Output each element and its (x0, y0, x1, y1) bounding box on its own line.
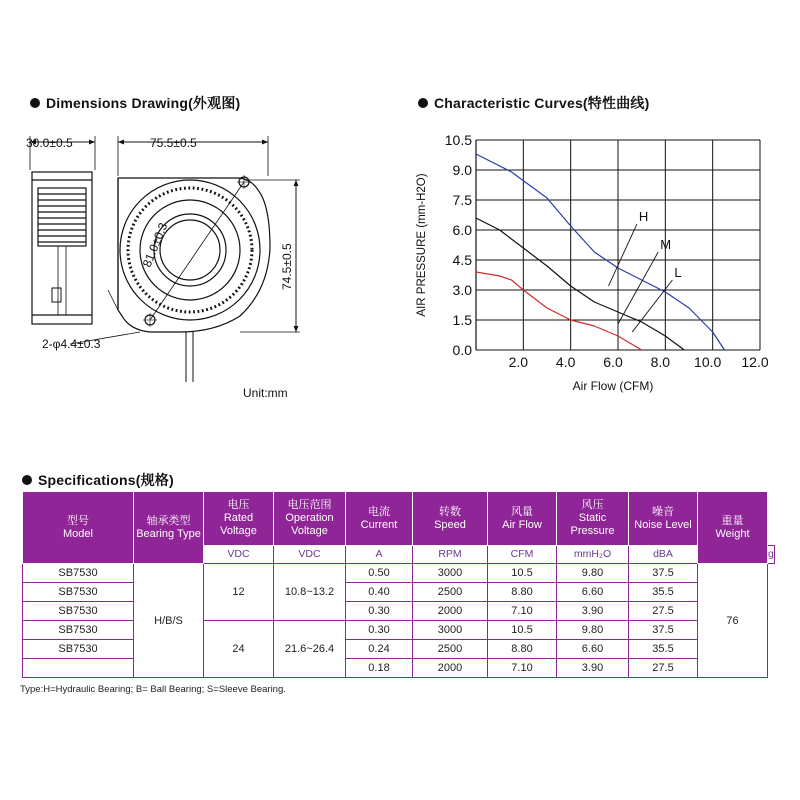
bullet-icon (30, 98, 40, 108)
unit-cell: RPM (413, 546, 488, 564)
y-tick-label: 3.0 (452, 282, 472, 298)
header-operation-voltage: 电压范围 Operation Voltage (274, 492, 346, 546)
air-flow-cell: 7.10 (488, 659, 557, 678)
current-cell: 0.18 (346, 659, 413, 678)
air-flow-cell: 10.5 (488, 621, 557, 640)
unit-cell: g (768, 546, 775, 564)
header-model: 型号 Model (23, 492, 134, 564)
model-cell: SB7530 (23, 640, 134, 659)
y-tick-label: 9.0 (452, 162, 472, 178)
unit-cell: VDC (274, 546, 346, 564)
header-noise-level: 噪音 Noise Level (629, 492, 698, 546)
series-line-H (476, 154, 725, 350)
dim-height-label: 74.5±0.5 (280, 243, 294, 290)
dim-depth-label: 30.0±0.5 (26, 136, 73, 150)
header-static-pressure: 风压 Static Pressure (557, 492, 629, 546)
dim-width-label: 75.5±0.5 (150, 136, 197, 150)
unit-label: Unit:mm (243, 386, 288, 400)
y-tick-label: 7.5 (452, 192, 472, 208)
noise-cell: 35.5 (629, 640, 698, 659)
series-leader-M (618, 252, 658, 324)
current-cell: 0.50 (346, 564, 413, 583)
bullet-icon (22, 475, 32, 485)
series-label-L: L (674, 265, 682, 280)
pressure-cell: 6.60 (557, 640, 629, 659)
model-cell: SB7530 (23, 564, 134, 583)
dimensions-drawing (0, 120, 400, 390)
pressure-cell: 9.80 (557, 621, 629, 640)
x-tick-label: 12.0 (741, 354, 769, 370)
speed-cell: 3000 (413, 564, 488, 583)
series-line-M (476, 218, 684, 350)
bearing-type-footnote: Type:H=Hydraulic Bearing; B= Ball Bearing; S=Sleeve Bearing. (20, 684, 286, 695)
model-cell (23, 659, 134, 678)
air-flow-cell: 8.80 (488, 583, 557, 602)
side-view (30, 136, 95, 324)
characteristic-curves-chart (405, 125, 785, 405)
speed-cell: 2000 (413, 659, 488, 678)
air-flow-cell: 8.80 (488, 640, 557, 659)
model-cell: SB7530 (23, 602, 134, 621)
speed-cell: 2500 (413, 640, 488, 659)
pressure-cell: 3.90 (557, 659, 629, 678)
rated-voltage-cell: 24 (204, 621, 274, 678)
y-axis-title: AIR PRESSURE (mm-H2O) (416, 173, 428, 317)
header-air-flow: 风量 Air Flow (488, 492, 557, 546)
y-tick-label: 6.0 (452, 222, 472, 238)
unit-cell: mmH₂O (557, 546, 629, 564)
y-tick-label: 1.5 (452, 312, 472, 328)
y-tick-label: 4.5 (452, 252, 472, 268)
noise-cell: 27.5 (629, 602, 698, 621)
specs-section-title (22, 470, 174, 490)
pressure-cell: 3.90 (557, 602, 629, 621)
series-label-M: M (660, 237, 672, 252)
curves-title-text: Characteristic Curves(特性曲线) (434, 95, 650, 111)
dim-holes-label: 2-φ4.4±0.3 (42, 337, 101, 351)
model-cell: SB7530 (23, 583, 134, 602)
series-label-H: H (638, 209, 649, 224)
speed-cell: 3000 (413, 621, 488, 640)
front-view (70, 136, 300, 382)
specifications-table (22, 491, 775, 678)
x-tick-label: 8.0 (650, 354, 671, 370)
y-tick-label: 10.5 (444, 132, 472, 148)
specs-title-text: Specifications(规格) (38, 472, 174, 488)
dimensions-title-text: Dimensions Drawing(外观图) (46, 95, 241, 111)
bearing-cell: H/B/S (134, 564, 204, 678)
bullet-icon (418, 98, 428, 108)
operation-voltage-cell: 10.8~13.2 (274, 564, 346, 621)
header-weight: 重量 Weight (698, 492, 768, 564)
dim-diameter-label: 81.0±0.3 (139, 220, 171, 270)
pressure-cell: 9.80 (557, 564, 629, 583)
unit-cell: CFM (488, 546, 557, 564)
speed-cell: 2000 (413, 602, 488, 621)
series-leader-H (609, 224, 637, 286)
air-flow-cell: 10.5 (488, 564, 557, 583)
y-tick-label: 0.0 (452, 342, 472, 358)
operation-voltage-cell: 21.6~26.4 (274, 621, 346, 678)
curves-section-title (418, 93, 649, 113)
rated-voltage-cell: 12 (204, 564, 274, 621)
header-rated-voltage: 电压 Rated Voltage (204, 492, 274, 546)
table-row (23, 564, 775, 583)
pressure-cell: 6.60 (557, 583, 629, 602)
weight-cell: 76 (698, 564, 768, 678)
unit-cell: A (346, 546, 413, 564)
model-cell: SB7530 (23, 621, 134, 640)
x-tick-label: 2.0 (508, 354, 529, 370)
x-tick-label: 6.0 (603, 354, 623, 370)
noise-cell: 35.5 (629, 583, 698, 602)
current-cell: 0.30 (346, 602, 413, 621)
speed-cell: 2500 (413, 583, 488, 602)
current-cell: 0.40 (346, 583, 413, 602)
x-axis-title: Air Flow (CFM) (572, 379, 654, 393)
air-flow-cell: 7.10 (488, 602, 557, 621)
header-speed: 转数 Speed (413, 492, 488, 546)
noise-cell: 37.5 (629, 564, 698, 583)
current-cell: 0.24 (346, 640, 413, 659)
x-tick-label: 4.0 (555, 354, 576, 370)
noise-cell: 37.5 (629, 621, 698, 640)
dimensions-section-title (30, 93, 240, 113)
header-bearing-type: 轴承类型 Bearing Type (134, 492, 204, 564)
header-current: 电流 Current (346, 492, 413, 546)
noise-cell: 27.5 (629, 659, 698, 678)
x-tick-label: 10.0 (694, 354, 722, 370)
current-cell: 0.30 (346, 621, 413, 640)
unit-cell: dBA (629, 546, 698, 564)
unit-cell: VDC (204, 546, 274, 564)
